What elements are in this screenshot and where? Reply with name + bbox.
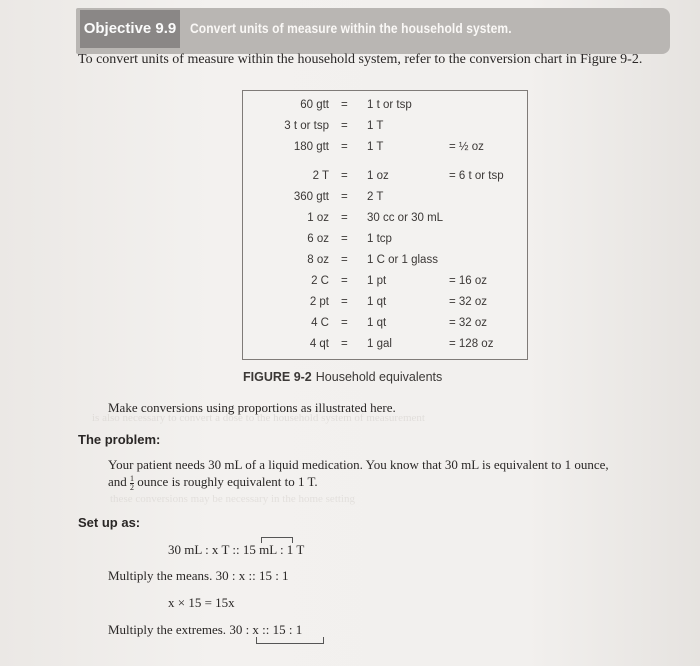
chart-row <box>243 212 527 233</box>
chart-right: = ½ oz <box>449 141 484 153</box>
chart-left: 4 C <box>311 317 329 329</box>
chart-left: 1 oz <box>307 212 329 224</box>
objective-number: Objective 9.9 <box>80 10 180 48</box>
problem-line-1: Your patient needs 30 mL of a liquid medication. You know that 30 mL is equivalent to 1 ounce, <box>108 457 609 472</box>
chart-equals: = <box>341 120 348 132</box>
chart-mid: 1 t or tsp <box>367 99 412 111</box>
chart-mid: 1 qt <box>367 296 387 308</box>
chart-row <box>243 317 527 338</box>
conversion-chart <box>242 90 528 360</box>
chart-left: 180 gtt <box>293 141 329 153</box>
figure-label: FIGURE 9-2 <box>243 370 312 384</box>
problem-line-2 <box>108 473 668 492</box>
bleed-through-text: is also necessary to convert a dose to the household system of measurement <box>92 412 425 424</box>
chart-right: = 16 oz <box>449 275 488 287</box>
chart-equals: = <box>341 99 348 111</box>
chart-row <box>243 296 527 317</box>
problem-text <box>108 456 668 492</box>
extremes-step <box>108 622 302 638</box>
chart-row <box>243 254 527 275</box>
chart-equals: = <box>341 191 348 203</box>
means-expression: 30 : x :: 15 : 1 <box>215 568 289 583</box>
extremes-bracket <box>256 637 324 644</box>
fraction-denominator: 2 <box>130 482 135 492</box>
chart-left: 6 oz <box>307 233 329 245</box>
chart-mid: 1 gal <box>367 338 392 350</box>
setup-heading: Set up as: <box>78 515 141 530</box>
chart-equals: = <box>341 338 348 350</box>
figure-caption-text: Household equivalents <box>315 370 443 384</box>
chart-mid: 1 T <box>367 141 384 153</box>
means-bracket <box>261 537 293 543</box>
chart-row <box>243 338 527 359</box>
chart-mid: 1 qt <box>367 317 387 329</box>
chart-left: 2 pt <box>309 296 329 308</box>
chart-left: 4 qt <box>309 338 329 350</box>
chart-mid: 1 oz <box>367 170 389 182</box>
chart-row <box>243 275 527 296</box>
means-label: Multiply the means. <box>108 568 213 583</box>
chart-equals: = <box>341 141 348 153</box>
problem-line-2-pre: and <box>108 474 127 489</box>
chart-equals: = <box>341 296 348 308</box>
objective-title: Convert units of measure within the household system. <box>190 20 512 36</box>
intro-text: To convert units of measure within the household system, refer to the conversion chart in Figure 9-2. <box>78 52 643 67</box>
chart-mid: 1 T <box>367 120 384 132</box>
chart-mid: 1 pt <box>367 275 387 287</box>
chart-equals: = <box>341 254 348 266</box>
figure-caption <box>243 370 442 384</box>
chart-row <box>243 120 527 141</box>
chart-right: = 32 oz <box>449 296 488 308</box>
chart-mid: 2 T <box>367 191 384 203</box>
chart-left: 2 T <box>312 170 329 182</box>
chart-left: 3 t or tsp <box>284 120 329 132</box>
chart-equals: = <box>341 212 348 224</box>
chart-equals: = <box>341 170 348 182</box>
problem-line-2-post: ounce is roughly equivalent to 1 T. <box>137 474 318 489</box>
fraction-numerator: 1 <box>130 473 135 483</box>
extremes-expression: 30 : x :: 15 : 1 <box>229 622 303 637</box>
problem-heading: The problem: <box>78 432 161 447</box>
chart-row <box>243 99 527 120</box>
chart-row <box>243 170 527 191</box>
chart-equals: = <box>341 317 348 329</box>
chart-right: = 128 oz <box>449 338 494 350</box>
means-step <box>108 568 289 584</box>
chart-row <box>243 141 527 162</box>
bleed-through-text: these conversions may be necessary in the home setting <box>110 493 355 505</box>
chart-equals: = <box>341 233 348 245</box>
extremes-label: Multiply the extremes. <box>108 622 227 637</box>
make-conversions-text: Make conversions using proportions as illustrated here. <box>108 400 396 415</box>
chart-left: 8 oz <box>307 254 329 266</box>
chart-mid: 30 cc or 30 mL <box>367 212 444 224</box>
proportion-expression: 30 mL : x T :: 15 mL : 1 T <box>168 542 305 557</box>
chart-left: 2 C <box>311 275 329 287</box>
chart-equals: = <box>341 275 348 287</box>
half-fraction <box>130 475 134 492</box>
chart-mid: 1 C or 1 glass <box>367 254 438 266</box>
product-expression: x × 15 = 15x <box>168 595 235 610</box>
chart-row <box>243 191 527 212</box>
chart-right: = 6 t or tsp <box>449 170 504 182</box>
chart-right: = 32 oz <box>449 317 488 329</box>
chart-mid: 1 tcp <box>367 233 392 245</box>
chart-left: 360 gtt <box>293 191 329 203</box>
chart-left: 60 gtt <box>300 99 329 111</box>
chart-row <box>243 233 527 254</box>
